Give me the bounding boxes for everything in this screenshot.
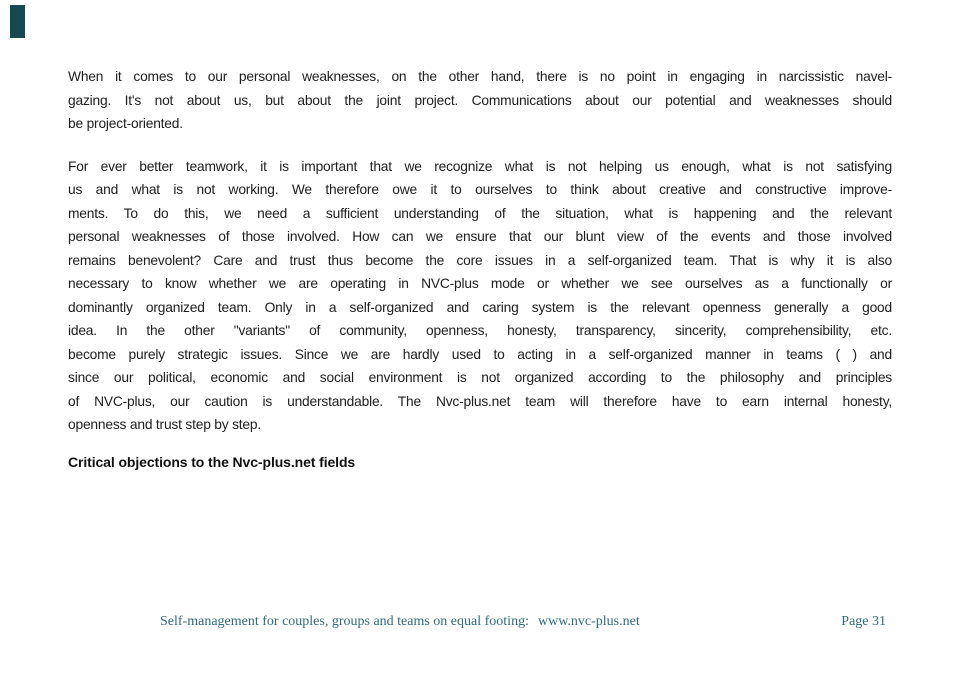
text-line: dominantly organized team. Only in a self-organized and caring system is the relevant openness generally a good	[68, 299, 892, 315]
section-heading: Critical objections to the Nvc-plus.net fields	[68, 453, 356, 470]
text-line: since our political, economic and social environment is not organized according to the philosophy and principles	[68, 370, 892, 385]
text-line: When it comes to our personal weaknesses, on the other hand, there is no point in engaging in narcissistic navel-	[68, 69, 892, 84]
footer-tagline: Self-management for couples, groups and teams on equal footing:	[160, 614, 529, 629]
text-line: personal weaknesses of those involved. How can we ensure that our blunt view of the events and those involved	[68, 229, 892, 244]
text-line: of NVC-plus, our caution is understandable. The Nvc-plus.net team will therefore have to earn internal honesty,	[68, 393, 892, 409]
text-line: ments. To do this, we need a sufficient understanding of the situation, what is happening and the relevant	[68, 205, 892, 221]
body-paragraph-2	[68, 155, 892, 437]
text-line: remains benevolent? Care and trust thus become the core issues in a self-organized team. That is why it is also	[68, 252, 892, 268]
footer-url[interactable]: www.nvc-plus.net	[537, 614, 640, 629]
text-line: idea. In the other "variants" of community, openness, honesty, transparency, sincerity, comprehensibility, etc.	[68, 323, 892, 338]
text-line: be project-oriented.	[68, 116, 183, 131]
footer-page-number: Page 31	[841, 614, 886, 629]
text-line: us and what is not working. We therefore owe it to ourselves to think about creative and constructive improve-	[68, 182, 892, 197]
footer-tagline-group	[160, 614, 640, 630]
text-line: openness and trust step by step.	[68, 417, 262, 432]
body-paragraph-1	[68, 65, 892, 136]
page-body-text	[68, 65, 892, 474]
text-line: become purely strategic issues. Since we are hardly used to acting in a self-organized manner in teams ( ) and	[68, 346, 892, 362]
page-footer	[0, 614, 960, 634]
text-line: necessary to know whether we are operating in NVC-plus mode or whether we see ourselves as a functionally or	[68, 276, 892, 291]
text-line: gazing. It's not about us, but about the joint project. Communications about our potential and weaknesses should	[68, 92, 892, 108]
corner-accent-mark	[10, 5, 25, 38]
text-line: For ever better teamwork, it is important that we recognize what is not helping us enough, what is not satisfying	[68, 158, 892, 174]
